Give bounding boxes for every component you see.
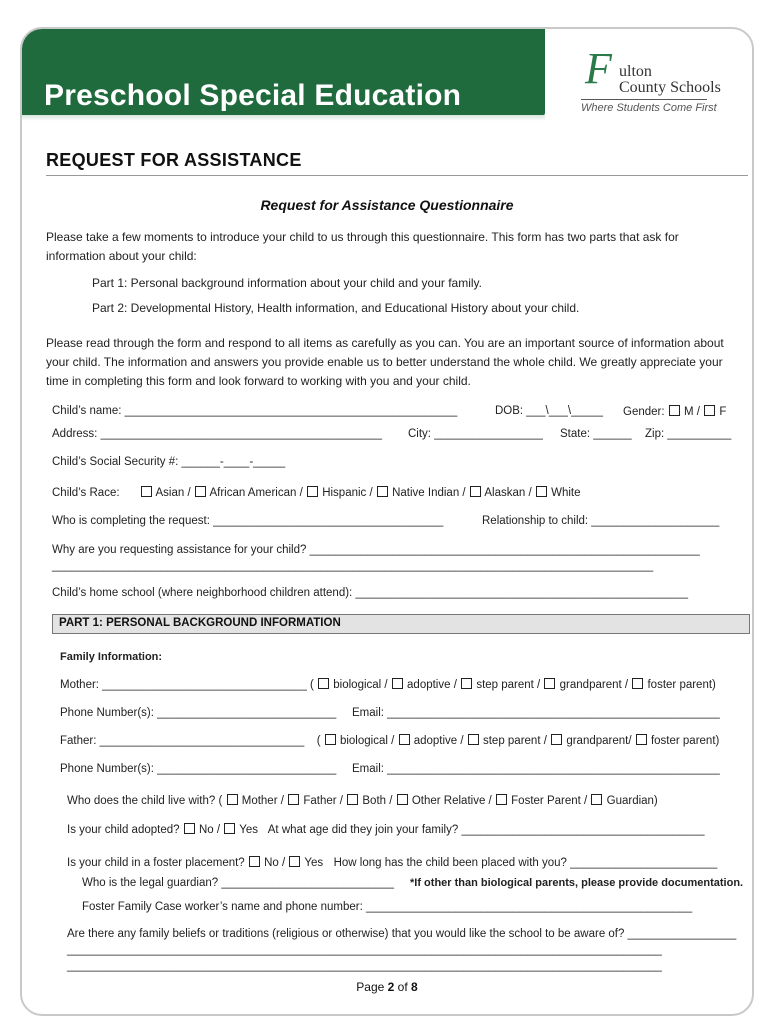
intro-part-1: Part 1: Personal background information about your child and your family. xyxy=(92,276,482,290)
zip-field[interactable]: Zip: __________ xyxy=(645,428,732,440)
gender-group xyxy=(623,405,726,418)
mother-biological-label: biological / xyxy=(333,679,388,691)
case-worker-field[interactable]: Foster Family Case worker’s name and phone number: ___________________________________________________ xyxy=(82,901,693,913)
gender-m-label: M / xyxy=(683,406,700,418)
family-beliefs-line-3[interactable]: _____________________________________________________________________________________________ xyxy=(67,960,662,972)
lives-guardian-checkbox[interactable] xyxy=(591,794,602,805)
gender-f-label: F xyxy=(719,406,727,418)
race-asian-label: Asian / xyxy=(155,487,191,499)
mother-step-parent-label: step parent / xyxy=(476,679,541,691)
lives-with-label: Who does the child live with? ( xyxy=(67,795,223,807)
reason-field-line-2[interactable]: ______________________________________________________________________________________________ xyxy=(52,560,654,572)
father-field[interactable]: Father: ________________________________ xyxy=(60,735,305,747)
section-divider xyxy=(46,175,748,176)
city-field[interactable]: City: _________________ xyxy=(408,428,543,440)
father-grandparent-checkbox[interactable] xyxy=(551,734,562,745)
home-school-field[interactable]: Child’s home school (where neighborhood children attend): ____________________________________________________ xyxy=(52,587,689,599)
race-alaskan-label: Alaskan / xyxy=(484,487,532,499)
lives-other-relative-label: Other Relative / xyxy=(411,795,492,807)
race-native-indian-label: Native Indian / xyxy=(392,487,466,499)
family-beliefs-line-2[interactable]: _____________________________________________________________________________________________ xyxy=(67,944,662,956)
logo-letter: F xyxy=(585,44,612,93)
address-field[interactable]: Address: ____________________________________________ xyxy=(52,428,382,440)
page-of: of xyxy=(394,980,412,994)
page-title: Preschool Special Education xyxy=(44,79,462,112)
father-phone-field[interactable]: Phone Number(s): ____________________________ xyxy=(60,763,337,775)
father-foster-parent-label: foster parent) xyxy=(650,735,720,747)
adopted-row xyxy=(67,823,705,836)
race-asian-checkbox[interactable] xyxy=(141,486,152,497)
mother-email-field[interactable]: Email: ____________________________________________________ xyxy=(352,707,720,719)
mother-biological-checkbox[interactable] xyxy=(318,678,329,689)
state-field[interactable]: State: ______ xyxy=(560,428,632,440)
mother-adoptive-label: adoptive / xyxy=(407,679,457,691)
mother-foster-parent-label: foster parent) xyxy=(647,679,716,691)
adopted-no-checkbox[interactable] xyxy=(184,823,195,834)
father-step-parent-label: step parent / xyxy=(482,735,547,747)
form-page xyxy=(20,27,754,1016)
race-hispanic-label: Hispanic / xyxy=(322,487,373,499)
race-native-indian-checkbox[interactable] xyxy=(377,486,388,497)
father-biological-label: biological / xyxy=(339,735,395,747)
foster-yes-checkbox[interactable] xyxy=(289,856,300,867)
part-1-header xyxy=(52,614,750,634)
lives-foster-parent-checkbox[interactable] xyxy=(496,794,507,805)
reason-field[interactable]: Why are you requesting assistance for your child? _____________________________________________________________ xyxy=(52,544,700,556)
race-white-checkbox[interactable] xyxy=(536,486,547,497)
mother-phone-field[interactable]: Phone Number(s): ____________________________ xyxy=(60,707,337,719)
mother-grandparent-checkbox[interactable] xyxy=(544,678,555,689)
race-african-american-label: African American / xyxy=(209,487,303,499)
father-paren: ( xyxy=(316,735,321,747)
gender-f-checkbox[interactable] xyxy=(704,405,715,416)
page-number xyxy=(22,980,752,994)
race-african-american-checkbox[interactable] xyxy=(195,486,206,497)
logo-divider xyxy=(581,99,707,100)
dob-field[interactable]: DOB: ___\___\_____ xyxy=(495,405,604,417)
intro-paragraph-2: Please read through the form and respond to all items as carefully as you can. You are an important source of information about your child. The information and answers you provide enable us to better understand the whole child. We greatly appreciate your time in completing this form and look forward to working with you and your child. xyxy=(46,336,724,388)
foster-no-label: No / xyxy=(264,857,286,869)
legal-guardian-field[interactable]: Who is the legal guardian? ___________________________ xyxy=(82,877,395,889)
adopted-age-field[interactable]: At what age did they join your family? ______________________________________ xyxy=(267,824,705,836)
part-1-header-label: PART 1: PERSONAL BACKGROUND INFORMATION xyxy=(59,617,341,629)
father-adoptive-label: adoptive / xyxy=(413,735,464,747)
race-group xyxy=(52,486,581,499)
family-info-label: Family Information: xyxy=(60,651,163,663)
gender-m-checkbox[interactable] xyxy=(669,405,680,416)
logo-line-2: County Schools xyxy=(619,79,721,96)
mother-adoptive-checkbox[interactable] xyxy=(392,678,403,689)
foster-no-checkbox[interactable] xyxy=(249,856,260,867)
guardian-documentation-note: *If other than biological parents, please provide documentation. xyxy=(410,877,744,889)
lives-both-label: Both / xyxy=(362,795,393,807)
lives-other-relative-checkbox[interactable] xyxy=(397,794,408,805)
foster-row xyxy=(67,856,717,869)
race-white-label: White xyxy=(551,487,581,499)
father-biological-checkbox[interactable] xyxy=(325,734,336,745)
adopted-yes-label: Yes xyxy=(239,824,258,836)
section-title: REQUEST FOR ASSISTANCE xyxy=(46,150,302,170)
lives-both-checkbox[interactable] xyxy=(347,794,358,805)
completing-request-field[interactable]: Who is completing the request: ____________________________________ xyxy=(52,515,444,527)
gender-label: Gender: xyxy=(623,406,665,418)
page-total: 8 xyxy=(411,980,418,994)
father-row xyxy=(60,734,719,747)
logo-line-1: ulton xyxy=(619,63,652,80)
mother-row xyxy=(60,678,716,691)
logo-tagline: Where Students Come First xyxy=(581,102,717,114)
lives-mother-label: Mother / xyxy=(241,795,284,807)
relationship-field[interactable]: Relationship to child: ____________________ xyxy=(482,515,720,527)
foster-yes-label: Yes xyxy=(304,857,324,869)
family-beliefs-field[interactable]: Are there any family beliefs or traditions (religious or otherwise) that you would like the school to be aware of? _________________ xyxy=(67,928,737,940)
district-logo xyxy=(579,44,729,119)
page-current: 2 xyxy=(387,980,395,994)
ssn-field[interactable]: Child’s Social Security #: ______-____-_____ xyxy=(52,456,286,468)
mother-step-parent-checkbox[interactable] xyxy=(461,678,472,689)
intro-paragraph-1: Please take a few moments to introduce your child to us through this questionnaire. This form has two parts that ask for information about your child: xyxy=(46,230,679,263)
adopted-label: Is your child adopted? xyxy=(67,824,180,836)
race-hispanic-checkbox[interactable] xyxy=(307,486,318,497)
lives-father-checkbox[interactable] xyxy=(288,794,299,805)
father-email-field[interactable]: Email: ____________________________________________________ xyxy=(352,763,720,775)
mother-grandparent-label: grandparent / xyxy=(559,679,629,691)
adopted-no-label: No / xyxy=(198,824,221,836)
questionnaire-title: Request for Assistance Questionnaire xyxy=(260,197,514,213)
lives-guardian-label: Guardian) xyxy=(606,795,658,807)
father-step-parent-checkbox[interactable] xyxy=(468,734,479,745)
father-grandparent-label: grandparent/ xyxy=(566,735,632,747)
mother-field[interactable]: Mother: ________________________________ ( xyxy=(60,679,314,691)
lives-foster-parent-label: Foster Parent / xyxy=(511,795,588,807)
foster-duration-field[interactable]: How long has the child been placed with you? _______________________ xyxy=(333,857,718,869)
foster-label: Is your child in a foster placement? xyxy=(67,857,245,869)
mother-foster-parent-checkbox[interactable] xyxy=(632,678,643,689)
father-adoptive-checkbox[interactable] xyxy=(399,734,410,745)
race-label: Child’s Race: xyxy=(52,487,120,499)
header-banner xyxy=(22,29,545,115)
adopted-yes-checkbox[interactable] xyxy=(224,823,235,834)
lives-father-label: Father / xyxy=(303,795,343,807)
lives-with-row xyxy=(67,794,658,807)
lives-mother-checkbox[interactable] xyxy=(227,794,238,805)
intro-part-2: Part 2: Developmental History, Health information, and Educational History about your child. xyxy=(92,301,580,315)
page-prefix: Page xyxy=(356,980,388,994)
race-alaskan-checkbox[interactable] xyxy=(470,486,481,497)
child-name-field[interactable]: Child’s name: ____________________________________________________ xyxy=(52,405,458,417)
father-foster-parent-checkbox[interactable] xyxy=(636,734,647,745)
